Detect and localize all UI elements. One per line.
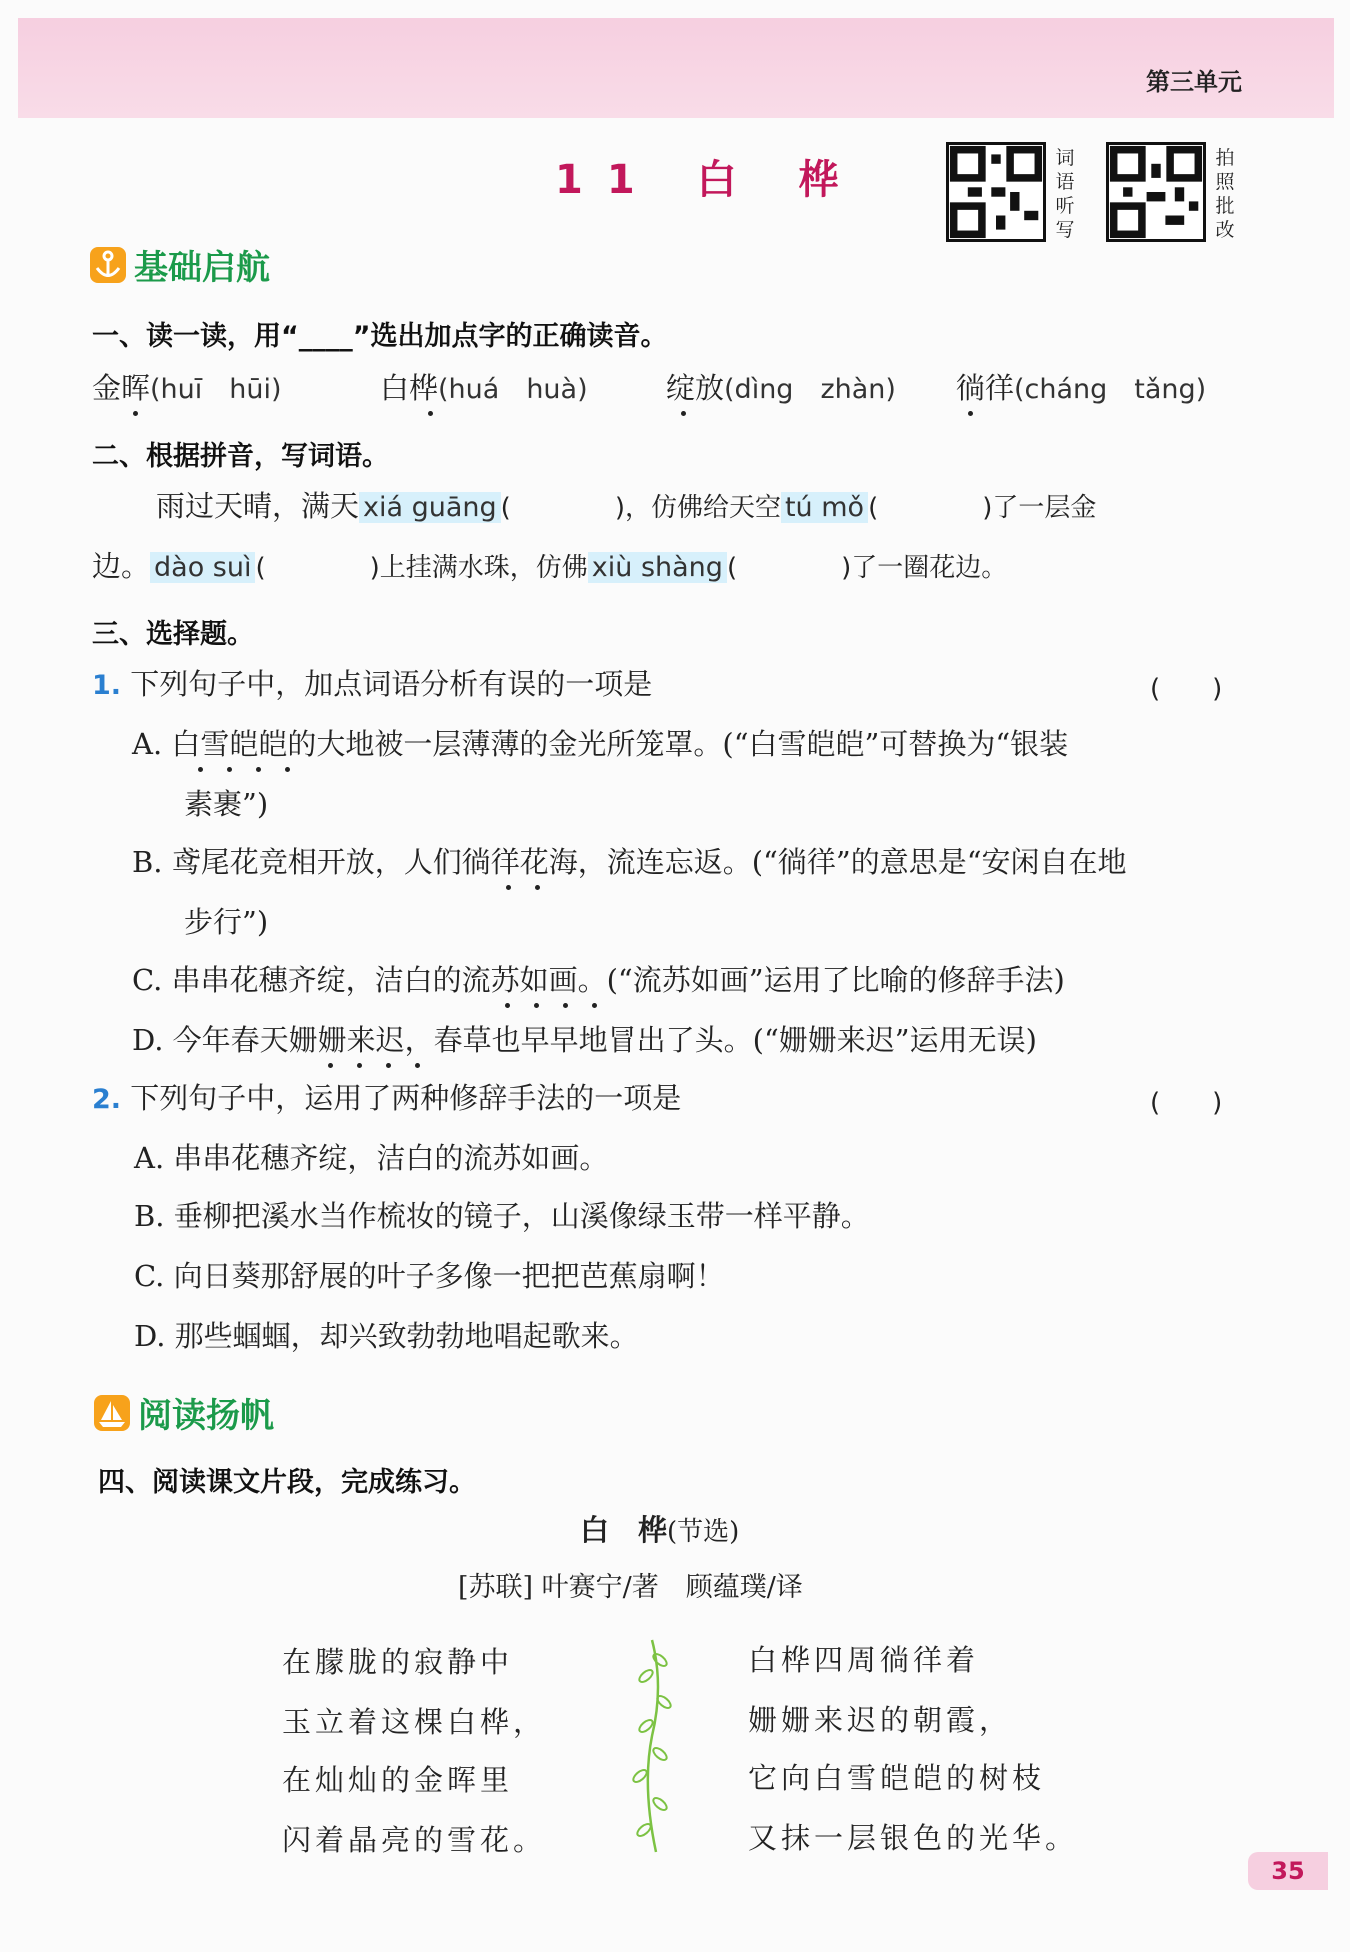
qr-code-dictation[interactable] [946, 142, 1046, 242]
q2-answer-blank[interactable]: ( )了一层金 [868, 493, 1097, 523]
poem-left-line-3: 在灿灿的金晖里 [282, 1763, 514, 1797]
q1-item-1 [92, 371, 282, 405]
q1-heading: 一、读一读，用“____”选出加点字的正确读音。 [92, 321, 668, 352]
q2-pinyin-cue: xiù shàng [588, 552, 727, 583]
emphasis-dot [415, 1063, 420, 1068]
question-number: 2. [92, 1084, 122, 1115]
q1-item-3 [666, 371, 896, 405]
emphasis-dot [285, 767, 290, 772]
q2-answer-blank[interactable]: ( )上挂满水珠，仿佛 [255, 553, 588, 583]
q3-1-option-c[interactable]: C. 串串花穗齐绽，洁白的流苏如画。(“流苏如画”运用了比喻的修辞手法) [132, 963, 1065, 997]
q2-answer-blank[interactable]: ( )，仿佛给天空 [500, 493, 781, 523]
emphasis-dot [328, 1063, 333, 1068]
q1-item-word: 徜徉 [956, 371, 1015, 405]
section-reading-label: 阅读扬帆 [138, 1396, 274, 1436]
sailboat-icon [94, 1395, 130, 1431]
emphasis-dot [256, 767, 261, 772]
question-stem: 下列句子中，加点词语分析有误的一项是 [130, 667, 653, 701]
q2-pinyin-cue: tú mǒ [781, 492, 868, 523]
q1-item-word: 白桦 [380, 371, 439, 405]
q2-line-1 [156, 489, 1097, 523]
emphasis-dot [534, 1003, 539, 1008]
poem-title-text: 白 桦 [580, 1513, 668, 1547]
q1-item-pinyin: (huī hūi) [150, 374, 282, 405]
poem-title-note: (节选) [667, 1517, 740, 1547]
poem-left-line-4: 闪着晶亮的雪花。 [282, 1823, 547, 1857]
emphasis-dot [968, 411, 973, 416]
q2-line-2 [92, 549, 1008, 583]
q3-2-answer-box[interactable]: ( ) [1150, 1088, 1223, 1118]
section-basic-label: 基础启航 [134, 248, 270, 288]
poem-author: [苏联] 叶赛宁/著 顾蕴璞/译 [458, 1572, 803, 1603]
emphasis-dot [428, 411, 433, 416]
vine-decoration-icon [630, 1636, 680, 1856]
q2-pinyin-cue: dào suì [150, 552, 255, 583]
q3-2-stem [92, 1081, 682, 1115]
poem-left-line-2: 玉立着这棵白桦， [282, 1705, 547, 1739]
q1-item-word: 绽放 [666, 371, 725, 405]
emphasis-dot [227, 767, 232, 772]
q3-1-stem [92, 667, 653, 701]
emphasis-dot [386, 1063, 391, 1068]
poem-title [580, 1513, 740, 1547]
q1-item-pinyin: (cháng tǎng) [1014, 374, 1207, 405]
q4-heading: 四、阅读课文片段，完成练习。 [98, 1467, 476, 1498]
q3-1-answer-box[interactable]: ( ) [1150, 674, 1223, 704]
q3-1-option-d[interactable]: D. 今年春天姗姗来迟，春草也早早地冒出了头。(“姗姗来迟”运用无误) [132, 1023, 1037, 1057]
lesson-title: 11 白 桦 [555, 157, 863, 203]
poem-right-line-3: 它向白雪皑皑的树枝 [748, 1761, 1046, 1795]
page-number: 35 [1248, 1852, 1328, 1890]
emphasis-dot [563, 1003, 568, 1008]
poem-right-line-2: 姗姗来迟的朝霞， [748, 1703, 1013, 1737]
q3-1-option-b-cont: 步行”) [184, 905, 269, 939]
q2-pinyin-cue: xiá guāng [359, 492, 501, 523]
q2-text: 雨过天晴，满天 [156, 489, 360, 523]
qr-code-photo-grading[interactable] [1106, 142, 1206, 242]
q3-2-option-b[interactable]: B. 垂柳把溪水当作梳妆的镜子，山溪像绿玉带一样平静。 [134, 1199, 870, 1233]
q3-1-option-a-cont: 素裹”) [184, 787, 269, 821]
emphasis-dot [535, 885, 540, 890]
emphasis-dot [681, 411, 686, 416]
q1-item-2 [380, 371, 588, 405]
qr-caption-dictation: 词语听写 [1055, 147, 1075, 241]
q1-item-pinyin: (dìng zhàn) [724, 374, 896, 405]
question-number: 1. [92, 670, 122, 701]
emphasis-dot [133, 411, 138, 416]
emphasis-dot [198, 767, 203, 772]
q2-text: 边。 [92, 549, 151, 583]
q1-item-pinyin: (huá huà) [438, 374, 588, 405]
q3-2-option-a[interactable]: A. 串串花穗齐绽，洁白的流苏如画。 [134, 1141, 609, 1175]
q3-heading: 三、选择题。 [92, 619, 254, 650]
q3-2-option-d[interactable]: D. 那些蝈蝈，却兴致勃勃地唱起歌来。 [134, 1319, 639, 1353]
q3-1-option-a[interactable]: A. 白雪皑皑的大地被一层薄薄的金光所笼罩。(“白雪皑皑”可替换为“银装 [132, 727, 1069, 761]
q2-answer-blank[interactable]: ( )了一圈花边。 [726, 553, 1008, 583]
anchor-icon [90, 247, 126, 283]
section-basic [90, 240, 270, 289]
q1-item-4 [956, 371, 1207, 405]
qr-caption-photo-grading: 拍照批改 [1215, 147, 1235, 241]
header-banner [18, 18, 1334, 118]
q3-2-option-c[interactable]: C. 向日葵那舒展的叶子多像一把把芭蕉扇啊！ [134, 1259, 725, 1293]
emphasis-dot [505, 1003, 510, 1008]
q3-1-option-b[interactable]: B. 鸢尾花竞相开放，人们徜徉花海，流连忘返。(“徜徉”的意思是“安闲自在地 [132, 845, 1127, 879]
qr-pattern-icon [949, 145, 1043, 239]
unit-label: 第三单元 [1146, 68, 1242, 96]
qr-pattern-icon [1109, 145, 1203, 239]
emphasis-dot [592, 1003, 597, 1008]
poem-left-line-1: 在朦胧的寂静中 [282, 1645, 514, 1679]
question-stem: 下列句子中，运用了两种修辞手法的一项是 [130, 1081, 682, 1115]
emphasis-dot [506, 885, 511, 890]
emphasis-dot [357, 1063, 362, 1068]
q2-heading: 二、根据拼音，写词语。 [92, 441, 389, 472]
section-reading [94, 1388, 274, 1437]
poem-right-line-1: 白桦四周徜徉着 [748, 1643, 980, 1677]
q1-item-word: 金晖 [92, 371, 151, 405]
poem-right-line-4: 又抹一层银色的光华。 [748, 1821, 1079, 1855]
